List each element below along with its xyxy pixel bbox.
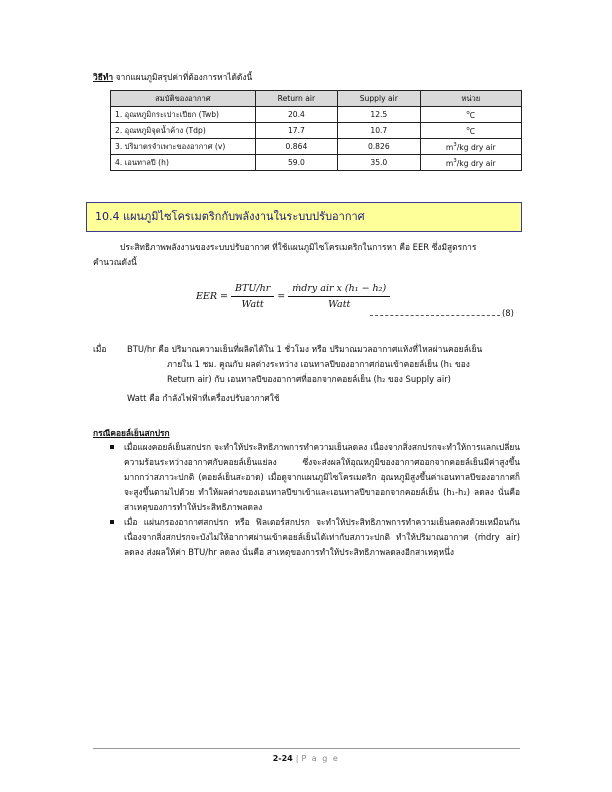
- intro-line: [93, 70, 252, 84]
- page-number: 2-24: [272, 754, 293, 763]
- intro-lead: วิธีทำ: [93, 72, 114, 82]
- table-header-row: [111, 91, 522, 107]
- cell-supply: 0.826: [338, 139, 420, 155]
- list-item: เมื่อแผงคอยล์เย็นสกปรก จะทำให้ประสิทธิภาพการทำความเย็นลดลง เนื่องจากสิ่งสกปรกจะทำให้การแลกเปลี่ยนความร้อนระหว่างอากาศกับคอยล์เย็นแย่ลง ซึ่งจะส่งผลให้อุณหภูมิของอากาศออกจากคอยล์เย็นมีค่าสูงขึ้นมากกว่าสภาวะปกติ (คอยล์เย็นสะอาด) เมื่อดูจากแผนภูมิไซโครเมตริก อุณหภูมิสูงขึ้นค่าเอนทาลปีของอากาศก็จะสูงขึ้นตามไปด้วย ทำให้ผลต่างของเอนทาลปีขาเข้าและเอนทาลปีขาออกจากคอยล์เย็น (h₁-h₂) ลดลง นั่นคือ สาเหตุของการทำให้ประสิทธิภาพลดลง: [110, 440, 520, 515]
- intro-text: จากแผนภูมิสรุปค่าที่ต้องการหาได้ดังนี้: [113, 72, 253, 82]
- eq-lhs: EER =: [196, 291, 229, 302]
- cell-return: 20.4: [255, 107, 337, 123]
- eq-fraction-1: [231, 283, 274, 310]
- list-item: เมื่อ แผ่นกรองอากาศสกปรก หรือ ฟิลเตอร์สกปรก จะทำให้ประสิทธิภาพการทำความเย็นลดลงด้วยเหมือนกัน เนื่องจากสิ่งสกปรกจะบังไม่ให้อากาศผ่านเข้าคอยล์เย็นได้เท่ากับสภาวะปกติ ทำให้ปริมาณอากาศ (ṁdry air) ลดลง ส่งผลให้ค่า BTU/hr ลดลง นั่นคือ สาเหตุของการทำให้ประสิทธิภาพลดลงอีกสาเหตุหนึ่ง: [110, 515, 520, 560]
- paragraph-line-1: ประสิทธิภาพพลังงานของระบบปรับอากาศ ที่ใช้แผนภูมิไซโครเมตริกในการหา คือ EER ซึ่งมีสูตรการ: [120, 242, 477, 252]
- eq-frac2-den: Watt: [328, 299, 351, 310]
- definitions-label: เมื่อ: [93, 344, 107, 354]
- subheading-dirty-coil: กรณีคอยล์เย็นสกปรก: [93, 428, 170, 438]
- header-return-air: Return air: [255, 91, 337, 107]
- eq-frac2-num: ṁdry air x (h₁ − h₂): [288, 283, 390, 297]
- def-watt: Watt คือ กำลังไฟฟ้าที่เครื่องปรับอากาศใช้: [127, 393, 280, 403]
- paragraph-line-2: คำนวณดังนี้: [93, 257, 137, 267]
- def-btu-line-2: ภายใน 1 ชม. คูณกับ ผลต่างระหว่าง เอนทาลปีของอากาศก่อนเข้าคอยล์เย็น (h₁ ของ: [167, 359, 470, 369]
- cell-unit: $^o$C: [420, 107, 521, 123]
- bullet-square-icon: [110, 520, 114, 524]
- table-row: [111, 107, 522, 123]
- cell-return: 59.0: [255, 155, 337, 171]
- footer-divider: [93, 748, 520, 749]
- table-row: [111, 139, 522, 155]
- table-row: [111, 155, 522, 171]
- page-footer: [0, 754, 612, 763]
- cell-property: 2. อุณหภูมิจุดน้ำค้าง (Tdp): [111, 123, 256, 139]
- header-supply-air: Supply air: [338, 91, 420, 107]
- cell-property: 4. เอนทาลปี (h): [111, 155, 256, 171]
- eq-frac1-den: Watt: [241, 299, 264, 310]
- cell-return: 17.7: [255, 123, 337, 139]
- section-heading: 10.4 แผนภูมิไซโครเมตริกกับพลังงานในระบบปรับอากาศ: [86, 202, 522, 232]
- eq-frac1-num: BTU/hr: [231, 283, 274, 297]
- eq-equals: =: [277, 291, 286, 302]
- eer-equation: [196, 283, 390, 310]
- cell-supply: 35.0: [338, 155, 420, 171]
- equation-dash-line: [370, 315, 500, 316]
- def-btu-line-3: Return air) กับ เอนทาลปีของอากาศที่ออกจากคอยล์เย็น (h₂ ของ Supply air): [167, 374, 451, 384]
- definitions-body: [127, 342, 547, 406]
- header-property: สมบัติของอากาศ: [111, 91, 256, 107]
- eq-fraction-2: [288, 283, 390, 310]
- bullet-list: [110, 440, 520, 560]
- air-properties-table: [110, 90, 522, 171]
- table-row: [111, 123, 522, 139]
- footer-separator: |: [295, 754, 299, 763]
- cell-supply: 10.7: [338, 123, 420, 139]
- cell-unit: $m^3/kg$ dry air: [420, 155, 521, 171]
- footer-page-word: P a g e: [301, 754, 340, 763]
- cell-supply: 12.5: [338, 107, 420, 123]
- cell-property: 1. อุณหภูมิกระเปาะเปียก (Twb): [111, 107, 256, 123]
- cell-property: 3. ปริมาตรจำเพาะของอากาศ (v): [111, 139, 256, 155]
- cell-unit: $^o$C: [420, 123, 521, 139]
- header-unit: หน่วย: [420, 91, 521, 107]
- equation-number: (8): [502, 308, 514, 318]
- cell-return: 0.864: [255, 139, 337, 155]
- def-btu-line-1: BTU/hr คือ ปริมาณความเย็นที่ผลิตได้ใน 1 ชั่วโมง หรือ ปริมาณมวลอากาศแห้งที่ไหลผ่านคอยล์เย็น: [127, 344, 483, 354]
- bullet-square-icon: [110, 445, 114, 449]
- cell-unit: $m^3/kg$ dry air: [420, 139, 521, 155]
